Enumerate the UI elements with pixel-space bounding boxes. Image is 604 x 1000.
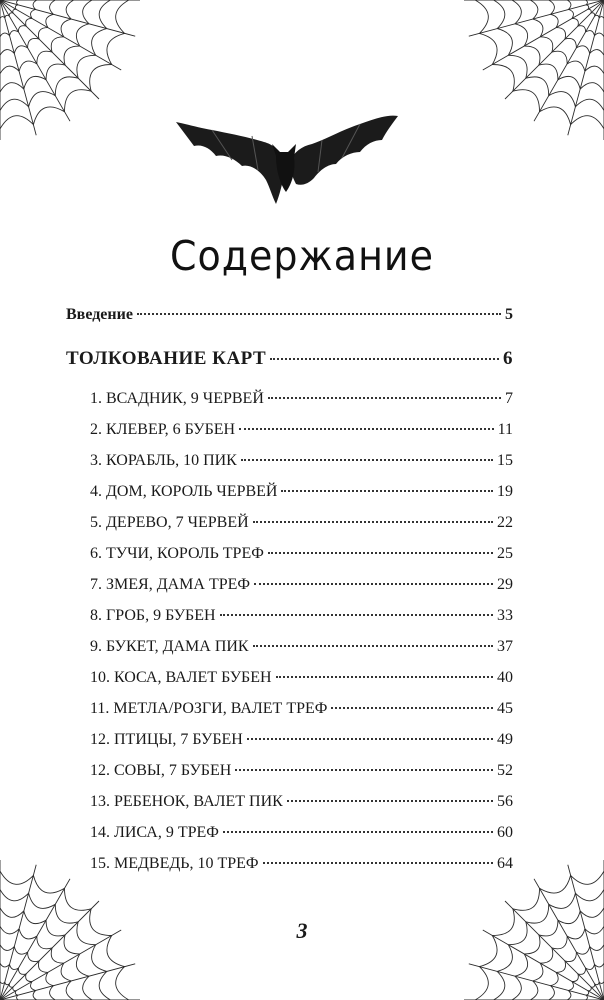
web-ring (0, 890, 111, 1000)
toc-page-number: 29 (497, 576, 513, 593)
dot-leader (223, 831, 493, 833)
toc-page-number: 15 (497, 452, 513, 469)
web-spoke (0, 0, 70, 121)
web-spoke (469, 0, 604, 36)
web-ring (0, 0, 37, 37)
dot-leader (276, 676, 493, 678)
toc-label: Введение (66, 306, 133, 323)
web-ring (494, 890, 604, 1000)
toc-item[interactable] (90, 421, 513, 439)
toc-page-number: 11 (497, 421, 513, 438)
toc-page-number: 5 (505, 306, 513, 323)
toc-page-number: 60 (497, 824, 513, 841)
web-spoke (469, 964, 604, 1000)
toc-page-number: 6 (503, 348, 513, 369)
web-spoke (0, 0, 135, 36)
toc-label: 13. РЕБЕНОК, ВАЛЕТ ПИК (90, 793, 283, 810)
toc-label: 4. ДОМ, КОРОЛЬ ЧЕРВЕЙ (90, 483, 278, 500)
toc-item[interactable] (90, 390, 513, 408)
toc-item[interactable] (90, 514, 513, 532)
toc-page-number: 45 (497, 700, 513, 717)
web-spoke (534, 0, 604, 121)
toc-label: 5. ДЕРЕВО, 7 ЧЕРВЕЙ (90, 514, 249, 531)
web-ring (586, 0, 604, 18)
dot-leader (241, 459, 493, 461)
web-ring (0, 945, 55, 1000)
web-spoke (0, 0, 121, 70)
web-ring (549, 0, 604, 55)
dot-leader (263, 862, 493, 864)
dot-leader (239, 428, 493, 430)
toc-item[interactable] (90, 824, 513, 842)
dot-leader (253, 521, 493, 523)
web-ring (0, 963, 37, 1000)
web-ring (0, 0, 74, 74)
toc-item[interactable] (90, 731, 513, 749)
toc-label: 14. ЛИСА, 9 ТРЕФ (90, 824, 219, 841)
toc-label: ТОЛКОВАНИЕ КАРТ (66, 348, 267, 369)
toc-label: 10. КОСА, ВАЛЕТ БУБЕН (90, 669, 272, 686)
web-ring (0, 0, 18, 18)
web-spoke (568, 0, 604, 135)
spiderweb-icon (0, 0, 140, 140)
toc-label: 12. ПТИЦЫ, 7 БУБЕН (90, 731, 243, 748)
toc-page-number: 22 (497, 514, 513, 531)
web-spoke (505, 0, 604, 99)
web-ring (0, 0, 111, 111)
web-ring (0, 0, 55, 55)
toc-label: 8. ГРОБ, 9 БУБЕН (90, 607, 216, 624)
toc-label: 11. МЕТЛА/РОЗГИ, ВАЛЕТ ТРЕФ (90, 700, 328, 717)
web-ring (586, 982, 604, 1000)
web-spoke (0, 0, 36, 135)
dot-leader (268, 397, 501, 399)
dot-leader (247, 738, 493, 740)
toc-item[interactable] (90, 669, 513, 687)
dot-leader (268, 552, 493, 554)
web-spoke (0, 0, 99, 99)
web-ring (0, 0, 129, 129)
spiderweb-icon (464, 0, 604, 140)
toc-intro[interactable] (66, 306, 513, 324)
web-spoke (483, 0, 604, 70)
web-spoke (0, 901, 99, 1000)
web-spoke (505, 901, 604, 1000)
toc-page-number: 56 (497, 793, 513, 810)
web-lines (0, 0, 140, 140)
dot-leader (331, 707, 493, 709)
toc-page-number: 49 (497, 731, 513, 748)
toc-label: 15. МЕДВЕДЬ, 10 ТРЕФ (90, 855, 259, 872)
toc-label: 1. ВСАДНИК, 9 ЧЕРВЕЙ (90, 390, 264, 407)
toc-page-number: 33 (497, 607, 513, 624)
toc-item[interactable] (90, 607, 513, 625)
dot-leader (137, 313, 501, 315)
web-ring (512, 0, 604, 92)
toc-item[interactable] (90, 452, 513, 470)
toc-page-number: 37 (497, 638, 513, 655)
toc-item[interactable] (90, 576, 513, 594)
toc-label: 6. ТУЧИ, КОРОЛЬ ТРЕФ (90, 545, 264, 562)
toc-item[interactable] (90, 855, 513, 873)
toc-item[interactable] (90, 700, 513, 718)
toc-label: 9. БУКЕТ, ДАМА ПИК (90, 638, 249, 655)
dot-leader (287, 800, 493, 802)
page-title: Содержание (170, 232, 434, 280)
dot-leader (281, 490, 493, 492)
bat-icon (172, 100, 402, 210)
page-number: 3 (296, 918, 308, 943)
dot-leader (253, 645, 493, 647)
web-ring (549, 945, 604, 1000)
toc-label: 2. КЛЕВЕР, 6 БУБЕН (90, 421, 236, 438)
web-spoke (0, 964, 135, 1000)
toc-item[interactable] (90, 638, 513, 656)
dot-leader (220, 614, 493, 616)
toc-item[interactable] (90, 545, 513, 563)
web-ring (475, 0, 604, 129)
toc-page-number: 64 (497, 855, 513, 872)
web-ring (0, 982, 18, 1000)
toc-item[interactable] (90, 793, 513, 811)
web-ring (494, 0, 604, 111)
web-ring (567, 0, 604, 37)
toc-item[interactable] (90, 762, 513, 780)
toc-item[interactable] (90, 483, 513, 501)
toc-label: 12. СОВЫ, 7 БУБЕН (90, 762, 232, 779)
toc-page-number: 19 (497, 483, 513, 500)
web-ring (0, 0, 92, 92)
dot-leader (270, 358, 499, 360)
toc-page-number: 7 (505, 390, 513, 407)
web-ring (567, 963, 604, 1000)
toc-page-number: 25 (497, 545, 513, 562)
dot-leader (254, 583, 493, 585)
dot-leader (235, 769, 493, 771)
toc-label: 7. ЗМЕЯ, ДАМА ТРЕФ (90, 576, 251, 593)
web-ring (530, 0, 604, 74)
web-lines (464, 0, 604, 140)
toc-page-number: 40 (497, 669, 513, 686)
toc-label: 3. КОРАБЛЬ, 10 ПИК (90, 452, 237, 469)
toc-part[interactable] (66, 348, 513, 370)
toc-page-number: 52 (497, 762, 513, 779)
